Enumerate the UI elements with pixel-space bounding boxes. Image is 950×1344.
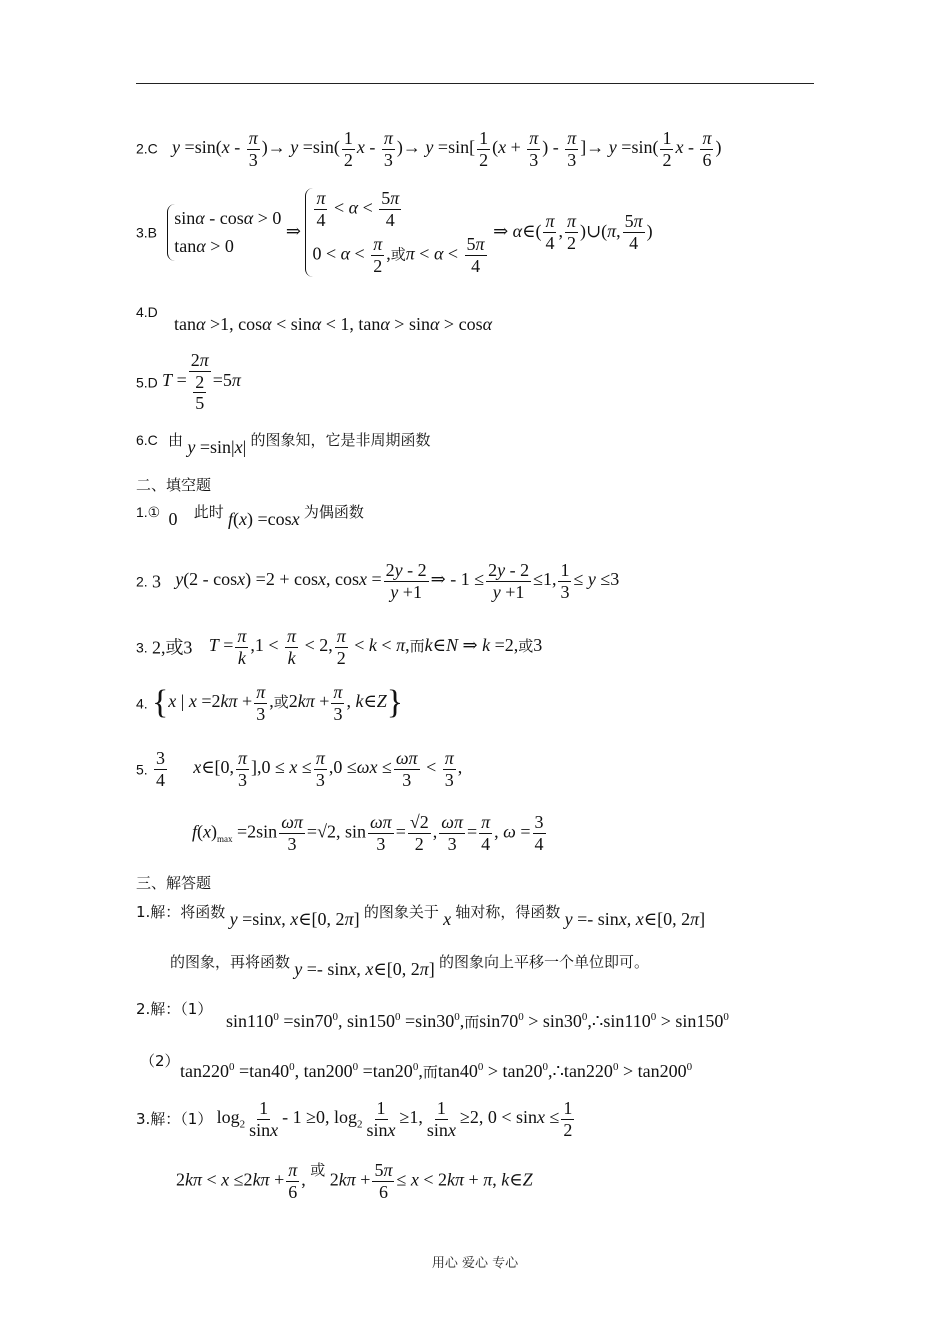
answer-4d: [136, 303, 158, 320]
answer-5d: [136, 350, 241, 414]
solution-2: 2.解：（1）: [136, 1000, 213, 1018]
answer-label: 5.D: [136, 374, 158, 391]
header-rule: [136, 83, 814, 84]
section-fill-in: 二、填空题: [136, 476, 212, 494]
solution-1-line2: 的图象，再将函数 y =- sinx, x∈[0, 2π] 的图象向上平移一个单位即可。: [170, 953, 650, 979]
fill-1: 1.① 0 此时 f(x) =cosx 为偶函数: [136, 503, 364, 529]
answer-label: 6.C: [136, 432, 158, 448]
fill-5-line2: $f(x)_{max} =2\sin$ $\frac{\omega\pi}{3}$ =√2, sin $\frac{\omega\pi}{3}$ = $\frac{√2}{2}$ , $\frac{\omega\pi}{3}$ = $\frac{\pi}{4}$ , ω = $\frac{3}{4}$: [192, 812, 544, 854]
formula: sinα - cosα > 0 tanα > 0 ⇒ $\frac{\pi}{4}$ < α < $\frac{5\pi}{4}$ 0 < α < $\frac{\pi}{2}$ ,或π < α < $\frac{5\pi}{4}$ ⇒ α∈( $\frac{\pi}{4}$ , $\frac{\pi}{2}$ )∪(π, $\frac{5\pi}{4}$ ): [161, 221, 652, 241]
formula: $\log_2$ $\frac{1}{\sin x}$ - 1 ≥0, $\log_2$ $\frac{1}{\sin x}$ ≥1, $\frac{1}{\sin x}$ ≥2, 0 < sinx ≤ $\frac{1}{2}$: [216, 1098, 573, 1140]
section-solutions: 三、解答题: [136, 874, 212, 892]
formula: T = $\frac{\pi}{k}$ ,1 < $\frac{\pi}{k}$ < 2, $\frac{\pi}{2}$ < k < π,而k∈N ⇒ k =2,或3: [208, 626, 543, 668]
formula: {x | x =2kπ + $\frac{\pi}{3}$ ,或2kπ + $\frac{\pi}{3}$ , k∈Z}: [151, 682, 404, 724]
page-footer: 用心 爱心 专心: [431, 1256, 519, 1271]
answer-3b: [136, 188, 653, 277]
fill-2: 2. 3 y(2 - cosx) =2 + cosx, cosx = $\frac{2y - 2}{y +1}$ ⇒ - 1 ≤ $\frac{2y - 2}{y +1}$ ≤1, $\frac{1}{3}$ ≤ y ≤3: [136, 560, 620, 602]
answer-text: 由: [168, 431, 184, 449]
answer-text: 的图象知，它是非周期函数: [250, 431, 431, 449]
answer-4d-formula: tanα >1, cosα < sinα < 1, tanα > sinα > cosα: [174, 314, 493, 334]
formula: y =sin(x - $\frac{\pi}{3}$ )→ y =sin( $\frac{1}{2}$ x - $\frac{\pi}{3}$ )→ y =sin[ $\frac{1}{2}$ (x + $\frac{\pi}{3}$ ) - $\frac{\pi}{3}$ ]→ y =sin( $\frac{1}{2}$ x - $\frac{\pi}{6}$ ): [172, 128, 722, 170]
solution-2-part1: $\sin 110^0 =\sin 70^0$, $\sin 150^0 =\sin 30^0$,而$\sin 70^0$ > $\sin 30^0,\therefore\sin 110^0 > \sin 150^0$: [226, 1011, 729, 1031]
fill-3: 3. 2,或3 T = $\frac{\pi}{k}$ ,1 < $\frac{\pi}{k}$ < 2, $\frac{\pi}{2}$ < k < π,而k∈N ⇒ k =2,或3: [136, 626, 543, 668]
answer-label: 3.B: [136, 224, 158, 241]
solution-3-line2: 2kπ < x ≤2kπ + $\frac{\pi}{6}$ , $^或$ 2kπ + $\frac{5\pi}{6}$ ≤ x < 2kπ + π, k∈Z: [176, 1160, 533, 1202]
answer-label: 2.C: [136, 140, 158, 157]
solution-1: 1.解：将函数 y =sinx, x∈[0, 2π] 的图象关于 x 轴对称，得函数 y =- sinx, x∈[0, 2π]: [136, 903, 706, 929]
answer-2c: [136, 128, 721, 170]
formula: x∈[0, $\frac{\pi}{3}$ ],0 ≤ x ≤ $\frac{\pi}{3}$ ,0 ≤ωx ≤ $\frac{\omega\pi}{3}$ < $\frac{\pi}{3}$ ,: [193, 748, 463, 790]
solution-2-part2-formula: $\tan 220^0 =\tan 40^0$, $\tan 200^0 =\tan 20^0$,而$\tan 40^0$ > $\tan 20^0,\therefore\tan 220^0 > \tan 200^0$: [180, 1061, 693, 1081]
answer-6c: [136, 430, 431, 457]
solution-3: 3.解：（1） $\log_2$ $\frac{1}{\sin x}$ - 1 ≥0, $\log_2$ $\frac{1}{\sin x}$ ≥1, $\frac{1}{\sin x}$ ≥2, 0 < sinx ≤ $\frac{1}{2}$: [136, 1098, 576, 1140]
fill-5: 5. $\frac{3}{4}$ x∈[0, $\frac{\pi}{3}$ ],0 ≤ x ≤ $\frac{\pi}{3}$ ,0 ≤ωx ≤ $\frac{\omega\pi}{3}$ < $\frac{\pi}{3}$ ,: [136, 748, 463, 790]
formula: y(2 - cosx) =2 + cosx, cosx = $\frac{2y - 2}{y +1}$ ⇒ - 1 ≤ $\frac{2y - 2}{y +1}$ ≤1, $\frac{1}{3}$ ≤ y ≤3: [175, 560, 620, 602]
answer-label: 4.D: [136, 304, 158, 320]
fill-4: 4. {x | x =2kπ + $\frac{\pi}{3}$ ,或2kπ + $\frac{\pi}{3}$ , k∈Z}: [136, 682, 404, 724]
solution-2-part2: （2）: [140, 1052, 180, 1070]
formula: T = $\frac{2\pi}{\frac{2}{5}}$ =5π: [162, 350, 241, 414]
formula: y =sin|x|: [187, 437, 247, 457]
